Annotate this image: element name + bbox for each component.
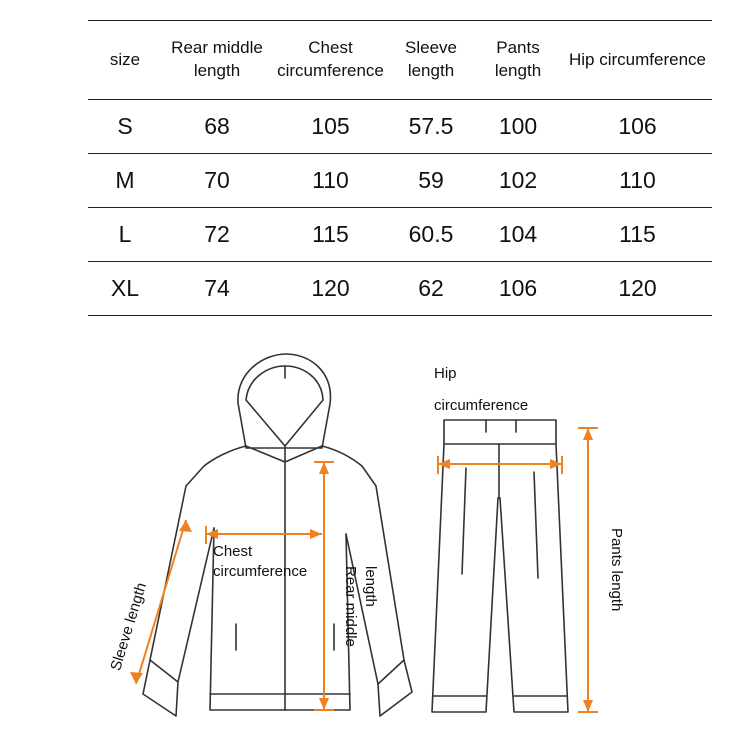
label-hip-circumference-line2: circumference bbox=[434, 397, 529, 414]
table-header bbox=[88, 21, 712, 100]
cell-chest-circumference: 120 bbox=[272, 262, 389, 316]
cell-chest-circumference: 110 bbox=[272, 154, 389, 208]
cell-size: L bbox=[88, 208, 162, 262]
cell-size: M bbox=[88, 154, 162, 208]
cell-hip-circumference: 120 bbox=[563, 262, 712, 316]
label-hip-circumference-line1: Hip bbox=[434, 365, 457, 382]
table-row bbox=[88, 100, 712, 154]
cell-rear-middle-length: 68 bbox=[162, 100, 272, 154]
cell-hip-circumference: 110 bbox=[563, 154, 712, 208]
cell-size: S bbox=[88, 100, 162, 154]
column-header-pants-length: Pants length bbox=[473, 21, 563, 100]
column-header-sleeve-length: Sleeve length bbox=[389, 21, 473, 100]
cell-sleeve-length: 59 bbox=[389, 154, 473, 208]
cell-hip-circumference: 106 bbox=[563, 100, 712, 154]
cell-pants-length: 104 bbox=[473, 208, 563, 262]
cell-pants-length: 106 bbox=[473, 262, 563, 316]
label-chest-circumference-line2: circumference bbox=[213, 563, 308, 580]
label-pants-length: Pants length bbox=[608, 528, 625, 612]
table-row bbox=[88, 262, 712, 316]
size-chart-table bbox=[88, 20, 712, 316]
cell-rear-middle-length: 74 bbox=[162, 262, 272, 316]
cell-chest-circumference: 105 bbox=[272, 100, 389, 154]
column-header-hip-circumference: Hip circumference bbox=[563, 21, 712, 100]
cell-size: XL bbox=[88, 262, 162, 316]
cell-chest-circumference: 115 bbox=[272, 208, 389, 262]
cell-sleeve-length: 62 bbox=[389, 262, 473, 316]
label-rear-middle-length-line1: Rear middle bbox=[342, 566, 359, 647]
label-sleeve-length: Sleeve length bbox=[107, 580, 151, 673]
column-header-size: size bbox=[88, 21, 162, 100]
label-rear-middle-length-line2: length bbox=[362, 566, 379, 607]
table-row bbox=[88, 208, 712, 262]
cell-sleeve-length: 57.5 bbox=[389, 100, 473, 154]
cell-pants-length: 102 bbox=[473, 154, 563, 208]
cell-rear-middle-length: 70 bbox=[162, 154, 272, 208]
size-chart-table-container bbox=[88, 20, 712, 316]
label-chest-circumference-line1: Chest bbox=[213, 543, 253, 560]
measurement-diagram bbox=[0, 338, 750, 750]
cell-pants-length: 100 bbox=[473, 100, 563, 154]
jacket-measure-labels bbox=[107, 543, 379, 673]
table-row bbox=[88, 154, 712, 208]
cell-rear-middle-length: 72 bbox=[162, 208, 272, 262]
table-body bbox=[88, 100, 712, 316]
cell-hip-circumference: 115 bbox=[563, 208, 712, 262]
cell-sleeve-length: 60.5 bbox=[389, 208, 473, 262]
column-header-chest-circumference: Chest circumference bbox=[272, 21, 389, 100]
column-header-rear-middle-length: Rear middle length bbox=[162, 21, 272, 100]
table-header-row bbox=[88, 21, 712, 100]
jacket-measure-arrows bbox=[130, 462, 334, 710]
